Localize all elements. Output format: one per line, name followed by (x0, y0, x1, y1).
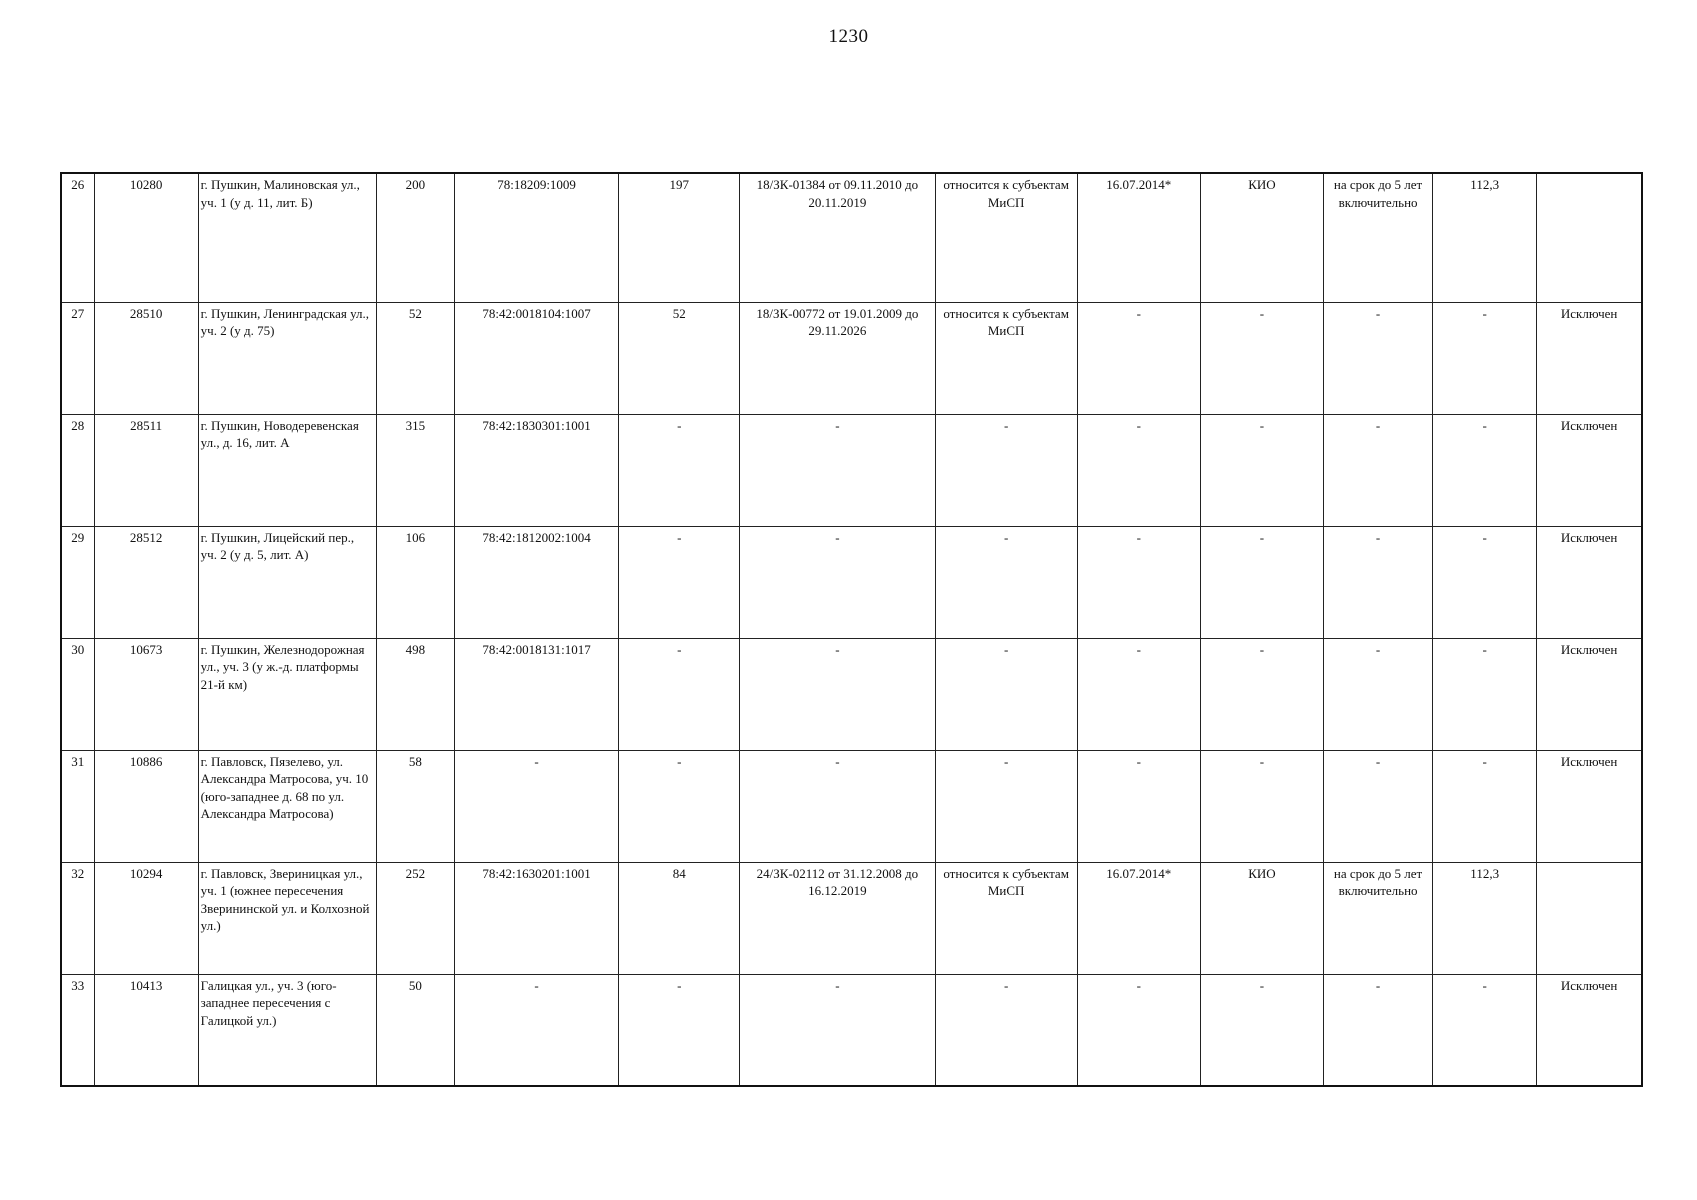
lease-contract-cell: - (740, 526, 935, 638)
address-cell: г. Павловск, Пязелево, ул. Александра Матросова, уч. 10 (юго-западнее д. 68 по ул. Александра Матросова) (198, 750, 376, 862)
category-cell: относится к субъектам МиСП (935, 302, 1077, 414)
address-cell: г. Пушкин, Малиновская ул., уч. 1 (у д. 11, лит. Б) (198, 173, 376, 302)
note-cell: Исключен (1537, 526, 1642, 638)
rate-cell: - (1433, 974, 1537, 1086)
table-row (61, 750, 1642, 862)
category-cell: относится к субъектам МиСП (935, 173, 1077, 302)
lease-contract-cell: 24/ЗК-02112 от 31.12.2008 до 16.12.2019 (740, 862, 935, 974)
lease-contract-cell: - (740, 750, 935, 862)
rate-cell: 112,3 (1433, 173, 1537, 302)
term-cell: - (1324, 414, 1433, 526)
cadastral-number-cell: 78:42:1830301:1001 (454, 414, 618, 526)
organization-cell: - (1200, 414, 1323, 526)
rate-cell: - (1433, 750, 1537, 862)
date-cell: - (1077, 302, 1200, 414)
note-cell (1537, 862, 1642, 974)
registry-code-cell: 28511 (94, 414, 198, 526)
rate-cell: - (1433, 526, 1537, 638)
leased-area-cell: - (619, 414, 740, 526)
organization-cell: - (1200, 302, 1323, 414)
category-cell: - (935, 974, 1077, 1086)
date-cell: - (1077, 750, 1200, 862)
area-cell: 106 (376, 526, 454, 638)
area-cell: 52 (376, 302, 454, 414)
registry-code-cell: 28510 (94, 302, 198, 414)
cadastral-number-cell: 78:18209:1009 (454, 173, 618, 302)
note-cell: Исключен (1537, 638, 1642, 750)
date-cell: - (1077, 974, 1200, 1086)
leased-area-cell: - (619, 638, 740, 750)
note-cell: Исключен (1537, 414, 1642, 526)
leased-area-cell: - (619, 974, 740, 1086)
area-cell: 50 (376, 974, 454, 1086)
date-cell: - (1077, 414, 1200, 526)
area-cell: 58 (376, 750, 454, 862)
leased-area-cell: - (619, 526, 740, 638)
organization-cell: - (1200, 526, 1323, 638)
note-cell (1537, 173, 1642, 302)
row-number-cell: 26 (61, 173, 94, 302)
row-number-cell: 32 (61, 862, 94, 974)
row-number-cell: 31 (61, 750, 94, 862)
date-cell: - (1077, 526, 1200, 638)
category-cell: - (935, 638, 1077, 750)
term-cell: - (1324, 526, 1433, 638)
address-cell: г. Павловск, Звериницкая ул., уч. 1 (южнее пересечения Зверининской ул. и Колхозной ул.) (198, 862, 376, 974)
note-cell: Исключен (1537, 302, 1642, 414)
rate-cell: 112,3 (1433, 862, 1537, 974)
cadastral-number-cell: - (454, 974, 618, 1086)
term-cell: - (1324, 750, 1433, 862)
category-cell: - (935, 414, 1077, 526)
row-number-cell: 29 (61, 526, 94, 638)
note-cell: Исключен (1537, 750, 1642, 862)
registry-code-cell: 10413 (94, 974, 198, 1086)
table-row (61, 173, 1642, 302)
table-row (61, 862, 1642, 974)
table-row (61, 526, 1642, 638)
registry-code-cell: 10280 (94, 173, 198, 302)
lease-contract-cell: - (740, 638, 935, 750)
term-cell: - (1324, 302, 1433, 414)
cadastral-number-cell: 78:42:1812002:1004 (454, 526, 618, 638)
organization-cell: - (1200, 638, 1323, 750)
cadastral-number-cell: - (454, 750, 618, 862)
address-cell: Галицкая ул., уч. 3 (юго-западнее пересечения с Галицкой ул.) (198, 974, 376, 1086)
category-cell: - (935, 526, 1077, 638)
term-cell: на срок до 5 лет включительно (1324, 862, 1433, 974)
page-number: 1230 (828, 26, 869, 47)
lease-contract-cell: 18/ЗК-01384 от 09.11.2010 до 20.11.2019 (740, 173, 935, 302)
organization-cell: - (1200, 750, 1323, 862)
registry-code-cell: 10886 (94, 750, 198, 862)
category-cell: - (935, 750, 1077, 862)
leased-area-cell: 52 (619, 302, 740, 414)
cadastral-number-cell: 78:42:1630201:1001 (454, 862, 618, 974)
date-cell: 16.07.2014* (1077, 862, 1200, 974)
table-body (61, 173, 1642, 1086)
land-plots-table (60, 172, 1643, 1087)
organization-cell: КИО (1200, 862, 1323, 974)
address-cell: г. Пушкин, Новодеревенская ул., д. 16, лит. А (198, 414, 376, 526)
area-cell: 498 (376, 638, 454, 750)
row-number-cell: 33 (61, 974, 94, 1086)
area-cell: 252 (376, 862, 454, 974)
table-row (61, 974, 1642, 1086)
registry-code-cell: 10673 (94, 638, 198, 750)
organization-cell: КИО (1200, 173, 1323, 302)
term-cell: - (1324, 974, 1433, 1086)
cadastral-number-cell: 78:42:0018131:1017 (454, 638, 618, 750)
row-number-cell: 30 (61, 638, 94, 750)
leased-area-cell: 84 (619, 862, 740, 974)
lease-contract-cell: - (740, 974, 935, 1086)
area-cell: 315 (376, 414, 454, 526)
date-cell: 16.07.2014* (1077, 173, 1200, 302)
date-cell: - (1077, 638, 1200, 750)
leased-area-cell: 197 (619, 173, 740, 302)
cadastral-number-cell: 78:42:0018104:1007 (454, 302, 618, 414)
rate-cell: - (1433, 414, 1537, 526)
lease-contract-cell: 18/ЗК-00772 от 19.01.2009 до 29.11.2026 (740, 302, 935, 414)
registry-code-cell: 10294 (94, 862, 198, 974)
address-cell: г. Пушкин, Лицейский пер., уч. 2 (у д. 5, лит. А) (198, 526, 376, 638)
registry-code-cell: 28512 (94, 526, 198, 638)
table-row (61, 414, 1642, 526)
note-cell: Исключен (1537, 974, 1642, 1086)
term-cell: на срок до 5 лет включительно (1324, 173, 1433, 302)
term-cell: - (1324, 638, 1433, 750)
area-cell: 200 (376, 173, 454, 302)
row-number-cell: 28 (61, 414, 94, 526)
table-row (61, 302, 1642, 414)
address-cell: г. Пушкин, Железнодорожная ул., уч. 3 (у ж.-д. платформы 21-й км) (198, 638, 376, 750)
category-cell: относится к субъектам МиСП (935, 862, 1077, 974)
organization-cell: - (1200, 974, 1323, 1086)
address-cell: г. Пушкин, Ленинградская ул., уч. 2 (у д. 75) (198, 302, 376, 414)
leased-area-cell: - (619, 750, 740, 862)
lease-contract-cell: - (740, 414, 935, 526)
table-row (61, 638, 1642, 750)
rate-cell: - (1433, 638, 1537, 750)
rate-cell: - (1433, 302, 1537, 414)
row-number-cell: 27 (61, 302, 94, 414)
